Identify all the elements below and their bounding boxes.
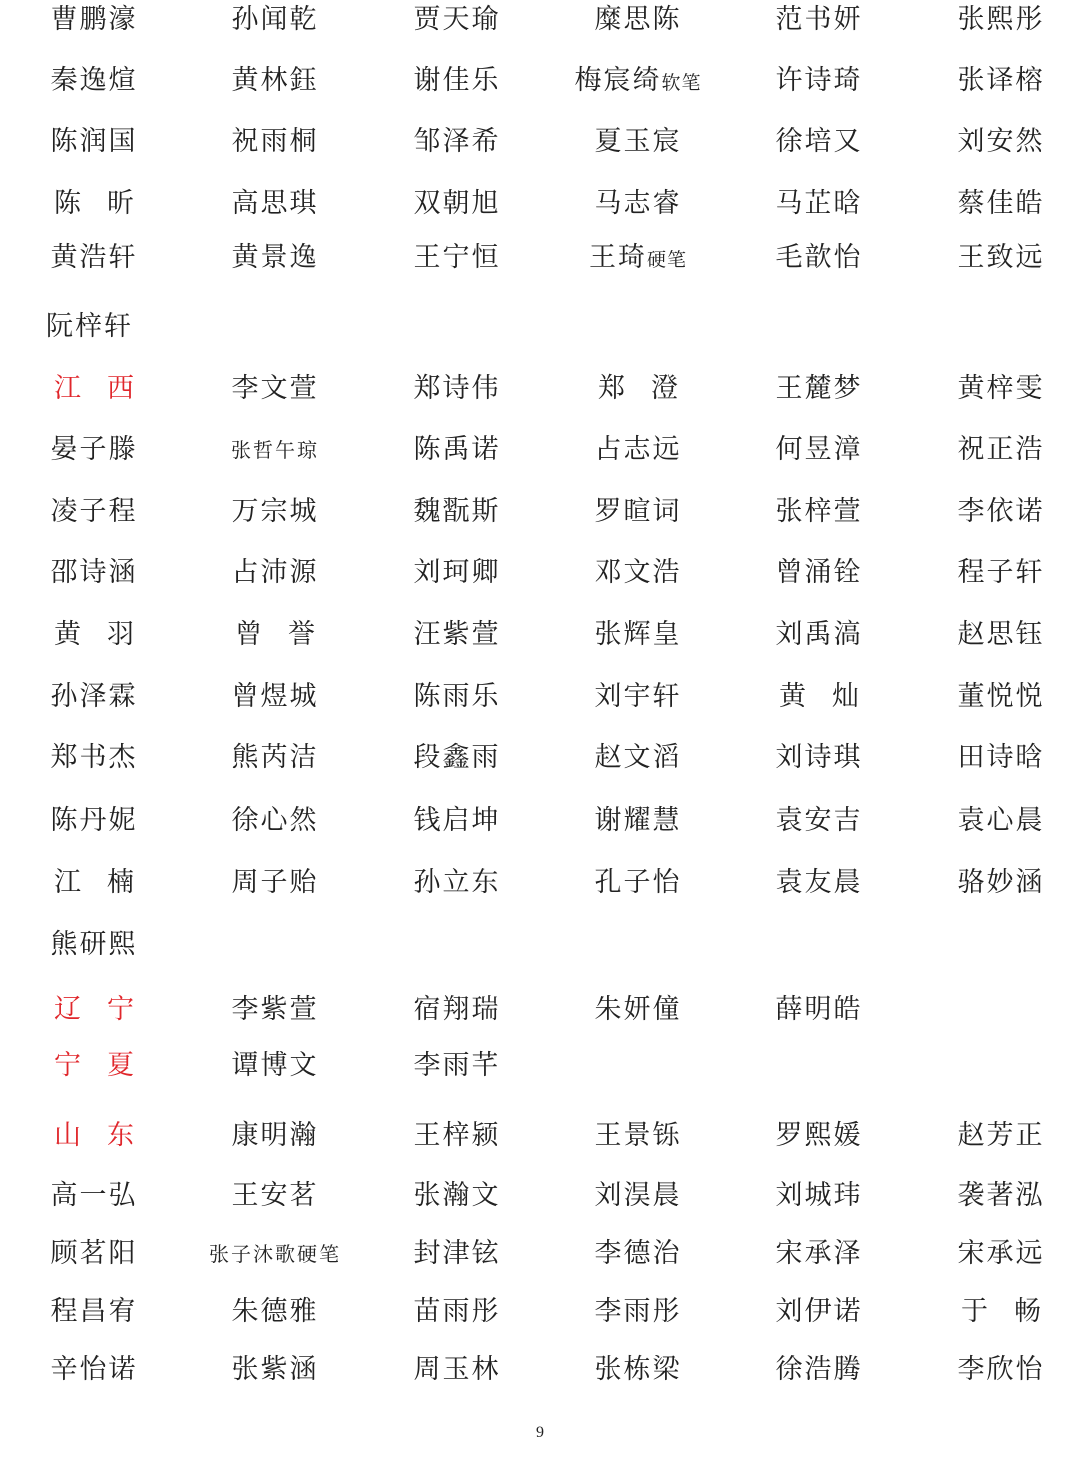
name-text: 顾茗阳 [50,1238,138,1269]
name-cell [547,1350,729,1390]
name-text: 黄林鈺 [231,65,319,96]
name-text: 邹泽希 [413,126,501,157]
name-cell [910,492,1080,532]
province-label: 辽宁 [54,994,160,1025]
name-cell [3,801,185,841]
name-text: 刘诗琪 [775,742,863,773]
name-text: 赵思钰 [957,619,1045,650]
name-text: 秦逸煊 [50,65,138,96]
name-cell [547,863,729,903]
name-text: 祝正浩 [957,434,1045,465]
name-text: 罗暄词 [594,496,682,527]
name-cell [910,1350,1080,1390]
name-text: 刘淏晨 [594,1180,682,1211]
name-text: 李文萱 [231,373,319,404]
name-text: 王宁恒 [413,242,501,273]
province-label: 宁夏 [54,1050,160,1081]
name-text: 刘禹滈 [775,619,863,650]
name-text: 孙立东 [413,867,501,898]
name-text: 程子轩 [957,557,1045,588]
name-text: 马志睿 [594,188,682,219]
name-cell [3,122,185,162]
province-heading [3,1116,185,1156]
name-cell [184,1350,366,1390]
name-cell [547,677,729,717]
name-text: 谢耀慧 [594,805,682,836]
name-cell [366,553,548,593]
name-text: 罗熙媛 [775,1120,863,1151]
name-cell [910,1176,1080,1216]
name-cell [910,430,1080,470]
name-cell [366,1234,548,1274]
name-cell [366,738,548,778]
name-text: 刘城玮 [775,1180,863,1211]
name-cell [3,925,185,965]
name-text: 江楠 [54,867,160,898]
province-heading [3,369,185,409]
name-cell [366,615,548,655]
name-cell [547,738,729,778]
name-text: 康明瀚 [231,1120,319,1151]
name-cell [3,1350,185,1390]
name-cell [547,1176,729,1216]
name-cell [547,1234,729,1274]
name-text: 张紫涵 [231,1354,319,1385]
name-cell [547,369,729,409]
name-text: 谢佳乐 [413,65,501,96]
name-cell [547,238,729,280]
name-cell [910,801,1080,841]
name-cell [910,1234,1080,1274]
name-cell [3,184,185,224]
list-row [0,863,1080,913]
name-text: 李依诺 [957,496,1045,527]
name-cell [184,615,366,655]
list-row [0,307,1080,357]
name-text: 封津铉 [413,1238,501,1269]
name-text: 段鑫雨 [413,742,501,773]
name-text: 朱妍僮 [594,994,682,1025]
name-text: 薛明皓 [775,994,863,1025]
name-cell [184,1046,366,1086]
province-label: 山东 [54,1120,160,1151]
name-text: 马芷晗 [775,188,863,219]
name-cell [547,990,729,1030]
name-text: 曾涌铨 [775,557,863,588]
name-text: 刘安然 [957,126,1045,157]
province-heading [3,990,185,1030]
name-cell [3,1292,185,1332]
name-cell [366,430,548,470]
name-text: 魏翫斯 [413,496,501,527]
name-text: 黄羽 [54,619,160,650]
name-text: 糜思陈 [594,4,682,35]
name-text: 李紫萱 [231,994,319,1025]
name-cell [910,863,1080,903]
name-cell [3,238,185,278]
name-text: 张辉皇 [594,619,682,650]
name-text: 赵文滔 [594,742,682,773]
name-text: 李雨彤 [594,1296,682,1327]
name-text: 凌子程 [50,496,138,527]
name-cell [184,1234,366,1274]
name-cell [910,553,1080,593]
province-heading [3,1046,185,1086]
name-text: 曾誉 [235,619,341,650]
name-text: 曾煜城 [231,681,319,712]
name-cell [184,0,366,40]
name-cell [3,430,185,470]
page-number: 9 [536,1424,544,1441]
name-cell [728,430,910,470]
name-text: 占志远 [594,434,682,465]
list-row [0,122,1080,172]
list-row [0,0,1080,50]
name-cell [910,0,1080,40]
name-text: 于畅 [961,1296,1067,1327]
province-label: 江西 [54,373,160,404]
name-text: 蔡佳皓 [957,188,1045,219]
name-text: 何昱漳 [775,434,863,465]
name-text: 高一弘 [50,1180,138,1211]
name-text: 周子贻 [231,867,319,898]
name-cell [910,738,1080,778]
name-cell [547,553,729,593]
name-text: 孙泽霖 [50,681,138,712]
name-cell [366,1292,548,1332]
name-text: 陈润国 [50,126,138,157]
name-cell [547,1116,729,1156]
name-text: 陈雨乐 [413,681,501,712]
name-cell [910,677,1080,717]
name-cell [3,1234,185,1274]
name-cell [0,307,300,347]
name-text: 邵诗涵 [50,557,138,588]
name-cell [3,677,185,717]
name-cell [910,238,1080,278]
name-text: 张瀚文 [413,1180,501,1211]
name-cell [547,615,729,655]
name-text: 黄景逸 [231,242,319,273]
name-text: 范书妍 [775,4,863,35]
name-cell [728,990,910,1030]
list-row [0,990,1080,1040]
name-cell [3,738,185,778]
name-text: 双朝旭 [413,188,501,219]
name-cell [547,430,729,470]
name-text: 李德治 [594,1238,682,1269]
name-cell [366,369,548,409]
name-text: 周玉林 [413,1354,501,1385]
list-row [0,1116,1080,1166]
name-cell [184,553,366,593]
name-cell [184,238,366,278]
name-cell [728,801,910,841]
name-text: 钱启坤 [413,805,501,836]
name-cell [728,615,910,655]
name-text: 郑澄 [598,373,704,404]
list-row [0,553,1080,603]
name-text: 谭博文 [231,1050,319,1081]
name-text: 高思琪 [231,188,319,219]
name-cell [728,1292,910,1332]
name-text: 张梓萱 [775,496,863,527]
name-text: 毛歆怡 [775,242,863,273]
name-text: 晏子滕 [50,434,138,465]
name-cell [728,184,910,224]
name-text: 张熙彤 [957,4,1045,35]
name-cell [184,1292,366,1332]
name-cell [728,863,910,903]
name-text: 黄浩轩 [50,242,138,273]
name-text: 熊研熙 [50,929,138,960]
name-text: 袁安吉 [775,805,863,836]
name-cell [910,615,1080,655]
name-cell [547,184,729,224]
name-cell [184,122,366,162]
list-row [0,369,1080,419]
name-cell [366,1116,548,1156]
name-cell [366,1176,548,1216]
name-cell [184,738,366,778]
name-cell [366,122,548,162]
name-text: 曹鹏濠 [50,4,138,35]
name-cell [728,738,910,778]
name-text: 王琦 [588,242,647,273]
name-cell [184,184,366,224]
name-cell [910,369,1080,409]
name-cell [3,553,185,593]
name-cell [184,1116,366,1156]
name-cell [728,61,910,101]
name-text: 苗雨彤 [413,1296,501,1327]
name-text: 孔子怡 [594,867,682,898]
name-text: 李雨芊 [413,1050,501,1081]
name-cell [547,492,729,532]
list-row [0,925,1080,975]
name-text: 张栋梁 [594,1354,682,1385]
name-text: 辛怡诺 [50,1354,138,1385]
name-text: 李欣怡 [957,1354,1045,1385]
name-text: 黄梓雯 [957,373,1045,404]
name-cell [728,492,910,532]
name-cell [184,430,366,470]
name-cell [910,122,1080,162]
list-row [0,238,1080,288]
name-text: 阮梓轩 [46,311,133,342]
name-cell [728,369,910,409]
name-cell [728,122,910,162]
name-cell [366,61,548,101]
name-text: 祝雨桐 [231,126,319,157]
name-text: 郑诗伟 [413,373,501,404]
name-text: 许诗琦 [775,65,863,96]
list-row [0,677,1080,727]
name-cell [728,553,910,593]
list-row [0,738,1080,788]
list-row [0,1176,1080,1226]
name-cell [366,1046,548,1086]
name-text: 贾天瑜 [413,4,501,35]
category-note: 硬笔 [646,249,687,271]
name-text: 黄灿 [779,681,885,712]
name-text: 王致远 [957,242,1045,273]
name-cell [184,492,366,532]
name-cell [366,0,548,40]
name-text: 陈禹诺 [413,434,501,465]
name-cell [3,1176,185,1216]
name-text: 赵芳正 [957,1120,1045,1151]
name-text: 梅宸绮 [574,65,662,96]
name-text: 刘珂卿 [413,557,501,588]
category-note: 软笔 [661,72,702,94]
name-text: 张译榕 [957,65,1045,96]
list-row [0,1292,1080,1342]
list-row [0,1046,1080,1096]
name-cell [366,677,548,717]
name-cell [3,0,185,40]
name-text: 刘伊诺 [775,1296,863,1327]
name-cell [547,801,729,841]
list-row [0,61,1080,111]
name-text: 袭著泓 [957,1180,1045,1211]
name-cell [728,677,910,717]
name-text: 王梓颍 [413,1120,501,1151]
name-cell [910,61,1080,101]
name-cell [184,369,366,409]
name-cell [366,492,548,532]
name-text: 王景铄 [594,1120,682,1151]
list-row [0,184,1080,234]
name-cell [728,238,910,278]
list-row [0,615,1080,665]
name-cell [547,1292,729,1332]
name-cell [366,1350,548,1390]
name-text: 邓文浩 [594,557,682,588]
name-cell [184,863,366,903]
name-cell [366,184,548,224]
name-text: 骆妙涵 [957,867,1045,898]
name-text: 宿翔瑞 [413,994,501,1025]
name-cell [3,492,185,532]
name-text: 袁友晨 [775,867,863,898]
name-cell [728,1234,910,1274]
name-cell [366,990,548,1030]
name-cell [728,0,910,40]
name-text: 徐心然 [231,805,319,836]
name-text: 张子沐歌硬笔 [209,1242,341,1266]
name-cell [3,61,185,101]
name-cell [547,0,729,40]
name-text: 徐浩腾 [775,1354,863,1385]
name-text: 徐培又 [775,126,863,157]
name-text: 孙闻乾 [231,4,319,35]
name-cell [184,801,366,841]
name-text: 陈昕 [54,188,160,219]
name-text: 郑书杰 [50,742,138,773]
name-text: 王麓梦 [775,373,863,404]
name-cell [184,1176,366,1216]
name-text: 陈丹妮 [50,805,138,836]
name-cell [184,990,366,1030]
name-text: 夏玉宸 [594,126,682,157]
name-cell [184,61,366,101]
name-text: 宋承泽 [775,1238,863,1269]
name-cell [910,1116,1080,1156]
name-text: 张哲午琼 [231,438,319,462]
name-text: 占沛源 [231,557,319,588]
list-row [0,801,1080,851]
name-cell [366,863,548,903]
name-cell [3,615,185,655]
name-text: 宋承远 [957,1238,1045,1269]
name-cell [547,122,729,162]
name-text: 熊芮洁 [231,742,319,773]
name-cell [366,238,548,278]
name-text: 刘宇轩 [594,681,682,712]
name-cell [910,184,1080,224]
list-row [0,430,1080,480]
name-cell [728,1176,910,1216]
name-text: 万宗城 [231,496,319,527]
name-text: 袁心晨 [957,805,1045,836]
name-cell [728,1350,910,1390]
name-cell [910,1292,1080,1332]
name-cell [184,677,366,717]
name-cell [547,61,729,103]
list-row [0,492,1080,542]
name-text: 朱德雅 [231,1296,319,1327]
name-text: 王安茗 [231,1180,319,1211]
name-text: 董悦悦 [957,681,1045,712]
name-text: 田诗晗 [957,742,1045,773]
name-cell [3,863,185,903]
name-text: 汪紫萱 [413,619,501,650]
name-text: 程昌宥 [50,1296,138,1327]
list-row [0,1350,1080,1400]
list-row [0,1234,1080,1284]
name-cell [728,1116,910,1156]
name-cell [366,801,548,841]
